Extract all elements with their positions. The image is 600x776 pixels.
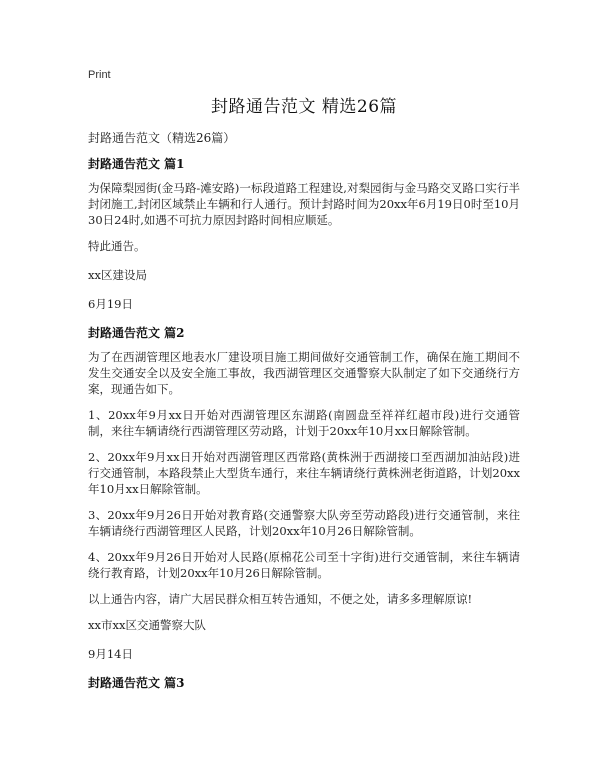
section-2-issuer: xx市xx区交通警察大队 (88, 618, 206, 632)
print-label[interactable]: Print (88, 69, 111, 81)
section-2-item-3: 3、20xx年9月26日开始对教育路(交通警察大队旁至劳动路段)进行交通管制，来往车辆请绕行西湖管理区人民路，计划20xx年10月26日解除管制。 (88, 508, 520, 538)
section-1-notice: 特此通告。 (88, 239, 146, 253)
section-2-date: 9月14日 (88, 647, 133, 661)
section-2-item-1: 1、20xx年9月xx日开始对西湖管理区东湖路(南圆盘至祥祥红超市段)进行交通管制，来往车辆请绕行西湖管理区劳动路，计划于20xx年10月xx日解除管制。 (88, 408, 520, 438)
section-2-item-4: 4、20xx年9月26日开始对人民路(原棉花公司至十字街)进行交通管制，来往车辆请绕行教育路，计划20xx年10月26日解除管制。 (88, 550, 520, 580)
section-1-heading: 封路通告范文 篇1 (88, 157, 185, 171)
section-1-issuer: xx区建设局 (88, 268, 147, 282)
document-subtitle: 封路通告范文（精选26篇） (88, 131, 236, 145)
section-1-date: 6月19日 (88, 297, 133, 311)
section-1-body: 为保障梨园街(金马路-滩安路)一标段道路工程建设,对梨园街与金马路交叉路口实行半封闭施工,封闭区域禁止车辆和行人通行。预计封路时间为20xx年6月19日0时至10月30日24时,如遇不可抗力原因封路时间相应顺延。 (88, 181, 520, 227)
section-3-heading: 封路通告范文 篇3 (88, 676, 185, 690)
section-2-heading: 封路通告范文 篇2 (88, 326, 185, 340)
section-2-closing: 以上通告内容，请广大居民群众相互转告通知，不便之处，请多多理解原谅! (88, 592, 473, 606)
document-page (88, 68, 520, 699)
section-2-item-2: 2、20xx年9月xx日开始对西湖管理区西常路(黄株洲于西湖接口至西湖加油站段)进行交通管制，本路段禁止大型货车通行，来往车辆请绕行黄株洲老街道路，计划20xx年10月xx日解除管制。 (88, 450, 520, 496)
section-2-intro: 为了在西湖管理区地表水厂建设项目施工期间做好交通管制工作，确保在施工期间不发生交通安全以及安全施工事故，我西湖管理区交通警察大队制定了如下交通绕行方案，现通告如下。 (88, 350, 520, 396)
page-title: 封路通告范文 精选26篇 (210, 97, 398, 117)
